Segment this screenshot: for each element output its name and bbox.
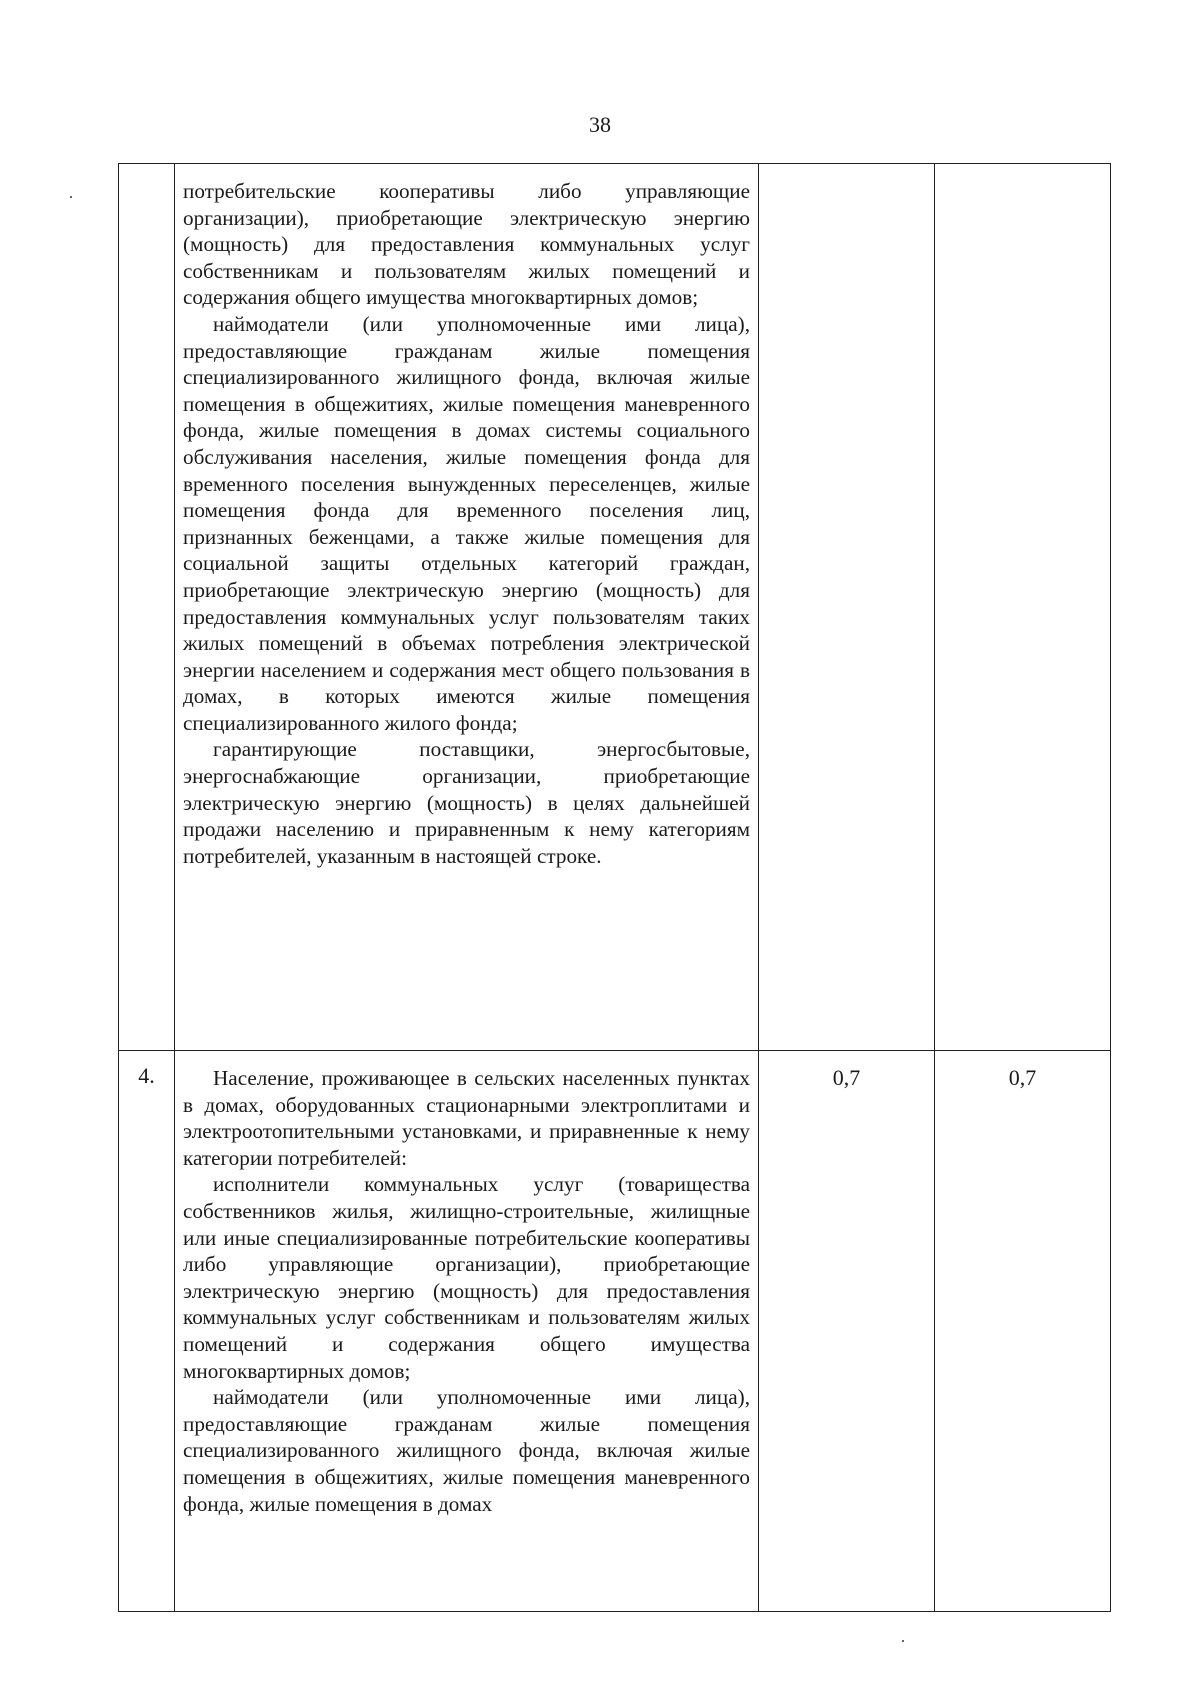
value-cell-2	[935, 164, 1111, 1051]
row-description-cell	[175, 1051, 759, 1612]
table-row	[119, 1051, 1111, 1612]
row-paragraph: наймодатели (или уполномоченные ими лица), предоставляющие гражданам жилые помещения специализированного жилищного фонда, включая жилые помещения в общежитиях, жилые помещения маневренного фонда, жилые помещения в домах системы социального обслуживания населения, жилые помещения фонда для временного поселения вынужденных переселенцев, жилые помещения фонда для временного поселения лиц, признанных беженцами, а также жилые помещения для социальной защиты отдельных категорий граждан, приобретающие электрическую энергию (мощность) для предоставления коммунальных услуг пользователям таких жилых помещений в объемах потребления электрической энергии населением и содержания мест общего пользования в домах, в которых имеются жилые помещения специализированного жилого фонда;	[183, 311, 750, 735]
scan-speck	[902, 1640, 904, 1642]
row-paragraph: Население, проживающее в сельских населенных пунктах в домах, оборудованных стационарными электроплитами и электроотопительными установками, и приравненные к нему категории потребителей:	[183, 1066, 750, 1170]
table-row	[119, 164, 1111, 1051]
value-cell-1	[759, 164, 935, 1051]
page-number: 38	[589, 112, 611, 137]
row-paragraph: наймодатели (или уполномоченные ими лица), предоставляющие гражданам жилые помещения специализированного жилищного фонда, включая жилые помещения в общежитиях, жилые помещения маневренного фонда, жилые помещения в домах	[183, 1385, 750, 1516]
row-paragraph: гарантирующие поставщики, энергосбытовые, энергоснабжающие организации, приобретающие электрическую энергию (мощность) в целях дальнейшей продажи населению и приравненным к нему категориям потребителей, указанным в настоящей строке.	[183, 737, 750, 868]
scan-speck	[70, 196, 72, 198]
row-number-cell: 4.	[119, 1051, 175, 1612]
row-number-cell	[119, 164, 175, 1051]
tariff-table	[118, 163, 1111, 1612]
row-paragraph: потребительские кооперативы либо управляющие организации), приобретающие электрическую энергию (мощность) для предоставления коммунальных услуг собственникам и пользователям жилых помещений и содержания общего имущества многоквартирных домов;	[183, 179, 750, 310]
value-cell-1: 0,7	[759, 1051, 935, 1612]
row-paragraph: исполнители коммунальных услуг (товарищества собственников жилья, жилищно-строительные, жилищные или иные специализированные потребительские кооперативы либо управляющие организации), приобретающие электрическую энергию (мощность) для предоставления коммунальных услуг собственникам и пользователям жилых помещений и содержания общего имущества многоквартирных домов;	[183, 1172, 750, 1383]
row-description-cell	[175, 164, 759, 1051]
value-cell-2: 0,7	[935, 1051, 1111, 1612]
